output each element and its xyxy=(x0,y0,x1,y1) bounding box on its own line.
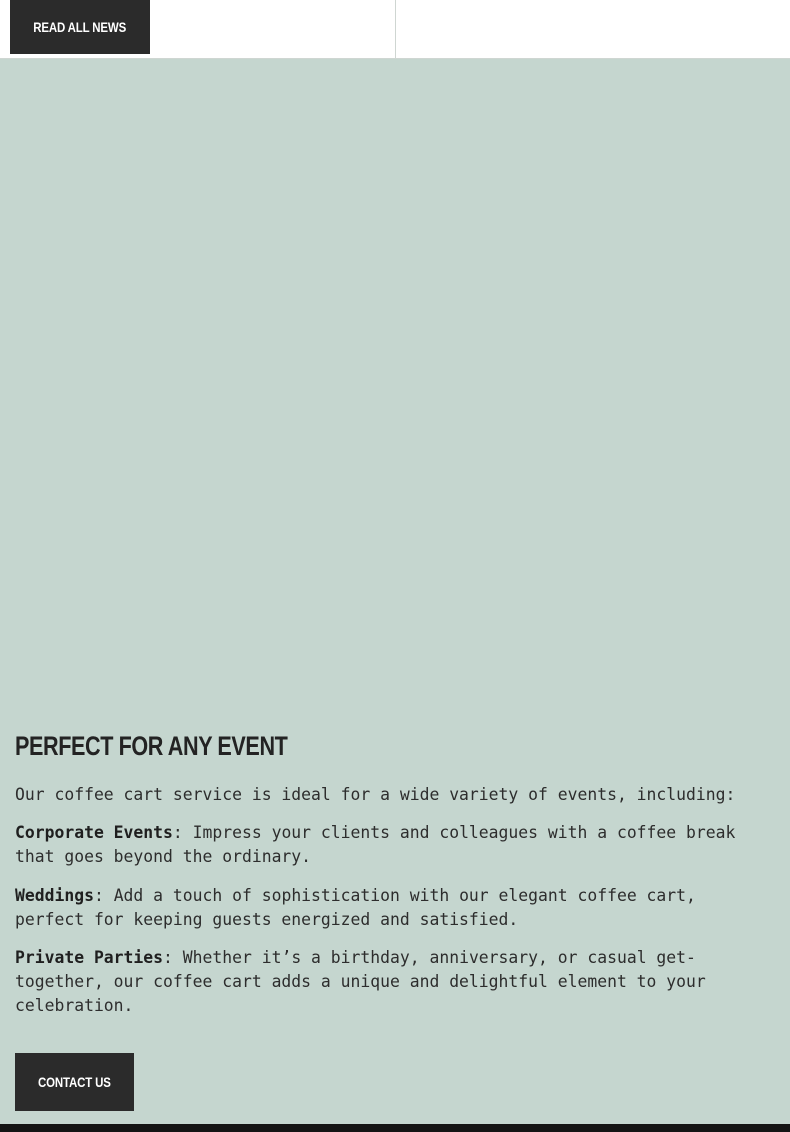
event-item-text: : Add a touch of sophistication with our elegant coffee cart, perfect for keeping guests energized and satisfied. xyxy=(15,886,696,929)
event-item-title: Private Parties xyxy=(15,948,164,967)
section-heading: PERFECT FOR ANY EVENT xyxy=(15,731,288,761)
event-item-private-parties xyxy=(15,946,765,1018)
event-item-title: Weddings xyxy=(15,886,94,905)
event-item-text: : Impress your clients and colleagues with a coffee break that goes beyond the ordinary. xyxy=(15,823,736,866)
event-item-text: : Whether it’s a birthday, anniversary, or casual get-together, our coffee cart adds a unique and delightful element to your celebration. xyxy=(15,948,706,1015)
read-all-news-label: READ ALL NEWS xyxy=(33,19,127,35)
top-bar xyxy=(0,0,790,59)
event-item-weddings xyxy=(15,884,765,932)
event-item-title: Corporate Events xyxy=(15,823,173,842)
contact-us-button[interactable] xyxy=(15,1053,134,1111)
event-item-corporate xyxy=(15,821,765,869)
footer-bar xyxy=(0,1124,790,1132)
top-bar-divider xyxy=(395,0,396,59)
event-section xyxy=(0,59,790,1124)
contact-us-label: CONTACT US xyxy=(38,1074,111,1090)
event-image-placeholder xyxy=(0,59,790,709)
read-all-news-button[interactable] xyxy=(10,0,150,54)
intro-text: Our coffee cart service is ideal for a wide variety of events, including: xyxy=(15,785,736,804)
